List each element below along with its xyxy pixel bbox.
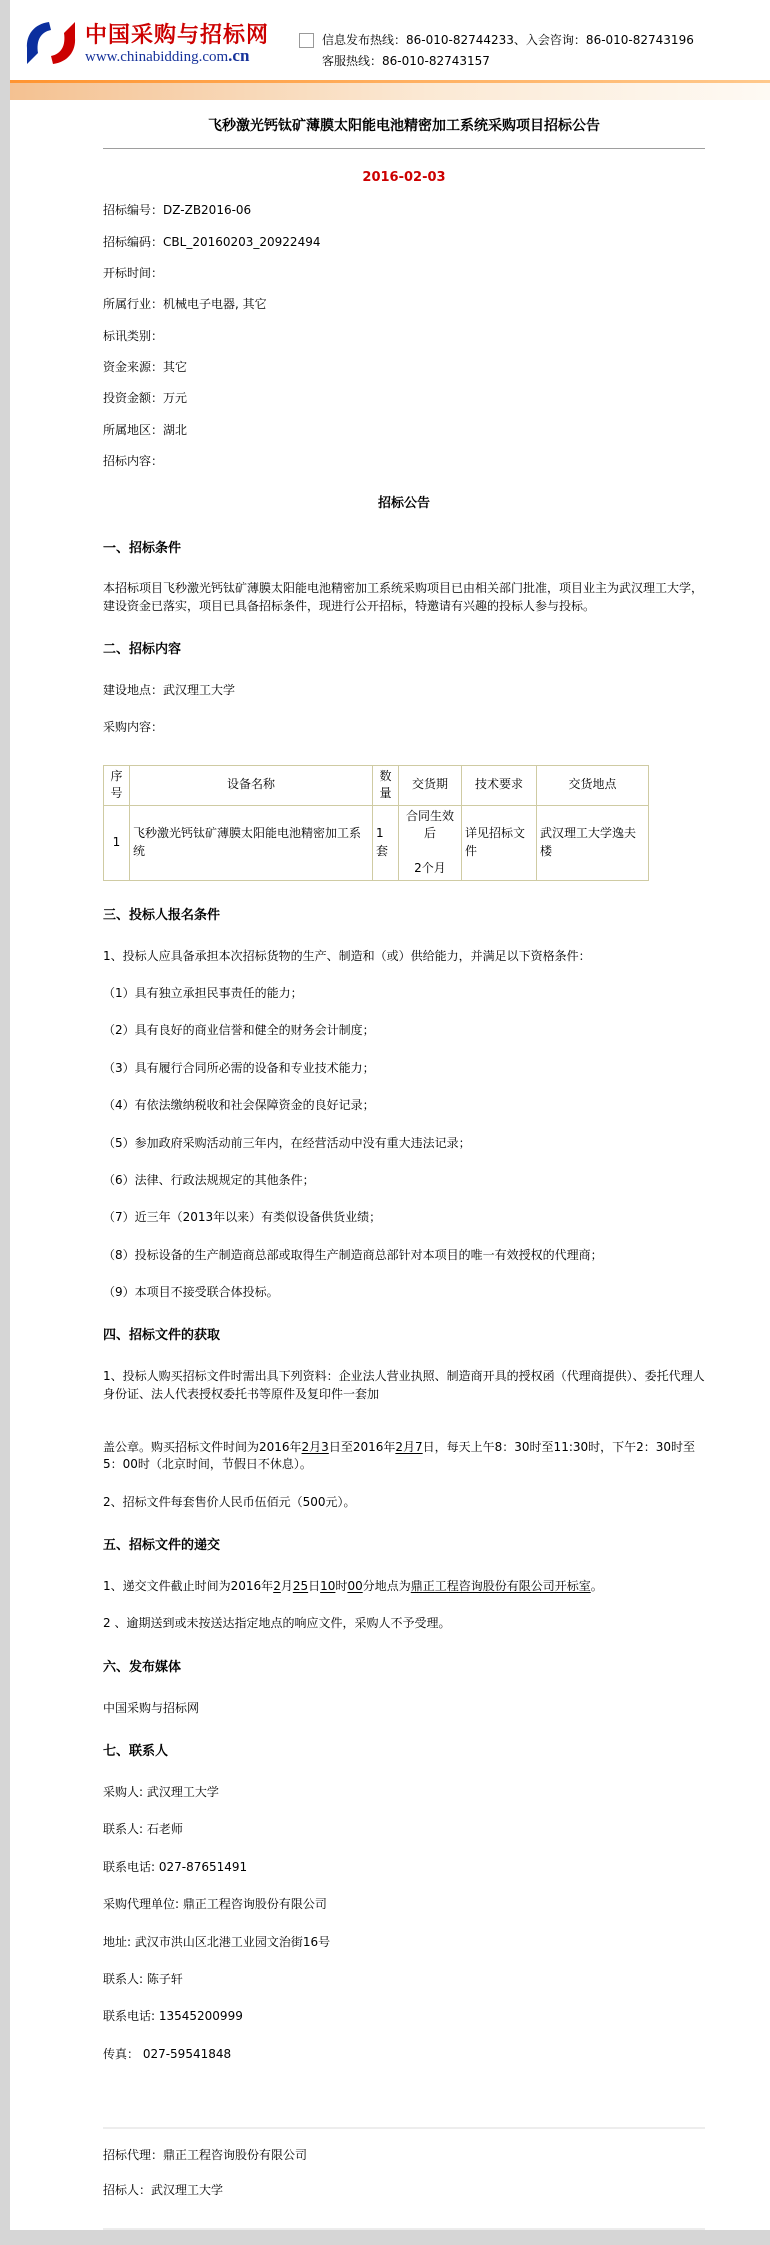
publish-media: 中国采购与招标网 <box>103 1700 200 1715</box>
contact-agency: 采购代理单位: 鼎正工程咨询股份有限公司 <box>103 1897 327 1912</box>
cell-tech: 详见招标文件 <box>462 805 537 880</box>
footer-divider-top <box>103 2127 705 2129</box>
qualification-item-6: （6）法律、行政法规规定的其他条件； <box>103 1172 315 1187</box>
section-3-heading: 三、投标人报名条件 <box>103 907 221 923</box>
meta-field-tender-code: 招标编码：CBL_20160203_20922494 <box>103 234 321 249</box>
meta-field-industry: 所属行业：机械电子电器, 其它 <box>103 297 267 312</box>
announcement-heading: 招标公告 <box>377 495 430 511</box>
table-header-delivery: 交货期 <box>399 765 462 805</box>
footer-tenderee-line: 招标人：武汉理工大学 <box>103 2183 224 2198</box>
qualification-item-2: （2）具有良好的商业信誉和健全的财务会计制度； <box>103 1023 375 1038</box>
table-header-seq: 序号 <box>104 765 130 805</box>
section-5-heading: 五、招标文件的递交 <box>103 1538 221 1554</box>
title-rule <box>103 148 705 149</box>
contact-fax: 传真： 027-59541848 <box>103 2046 232 2061</box>
qualification-item-8: （8）投标设备的生产制造商总部或取得生产制造商总部针对本项目的唯一有效授权的代理商； <box>103 1247 603 1262</box>
qualification-item-1: （1）具有独立承担民事责任的能力； <box>103 985 303 1000</box>
purchase-content-label: 采购内容： <box>103 720 164 735</box>
meta-field-content: 招标内容： <box>103 454 164 469</box>
section-4-paragraph-3: 2、招标文件每套售价人民币伍佰元（500元）。 <box>103 1494 356 1509</box>
section-3-intro: 1、投标人应具备承担本次招标货物的生产、制造和（或）供给能力，并满足以下资格条件： <box>103 948 591 963</box>
contact-phone-1: 联系电话: 027-87651491 <box>103 1859 248 1874</box>
section-7-heading: 七、联系人 <box>103 1744 169 1760</box>
accent-gradient-band <box>10 83 770 100</box>
section-4-paragraph-1: 1、投标人购买招标文件时需出具下列资料：企业法人营业执照、制造商开具的授权函（代理商提供）、委托代理人身份证、法人代表授权委托书等原件及复印件一套加 <box>103 1369 705 1401</box>
logo-title: 中国采购与招标网 <box>85 23 270 49</box>
logo-swirl-icon <box>24 20 78 70</box>
contact-address: 地址: 武汉市洪山区北港工业园文治街16号 <box>103 1934 331 1949</box>
hotline-line-2: 客服热线：86-010-82743157 <box>322 54 490 68</box>
footer-agent-line: 招标代理：鼎正工程咨询股份有限公司 <box>103 2148 308 2163</box>
contact-purchaser: 采购人: 武汉理工大学 <box>103 1784 219 1799</box>
hotline-block <box>299 30 694 72</box>
cell-delivery: 合同生效后 2个月 <box>399 805 462 880</box>
logo-url: www.chinabidding.com.cn <box>85 46 250 66</box>
cell-seq: 1 <box>104 805 130 880</box>
contact-person-2: 联系人: 陈子轩 <box>103 1971 183 1986</box>
section-6-heading: 六、发布媒体 <box>103 1659 182 1675</box>
table-header-tech: 技术要求 <box>462 765 537 805</box>
qualification-item-3: （3）具有履行合同所必需的设备和专业技术能力； <box>103 1060 375 1075</box>
announcement-document <box>103 116 705 2230</box>
page-title: 飞秒激光钙钛矿薄膜太阳能电池精密加工系统采购项目招标公告 <box>208 118 600 134</box>
section-4-heading: 四、招标文件的获取 <box>103 1328 221 1344</box>
qualification-item-4: （4）有依法缴纳税收和社会保障资金的良好记录； <box>103 1098 375 1113</box>
site-logo[interactable] <box>24 20 269 70</box>
cell-qty: 1套 <box>373 805 399 880</box>
meta-field-tender-no: 招标编号：DZ-ZB2016-06 <box>103 203 252 218</box>
hotline-line-1: 信息发布热线：86-010-82744233、入会咨询：86-010-82743196 <box>322 33 694 47</box>
meta-field-fund-source: 资金来源：其它 <box>103 360 188 375</box>
section-5-paragraph-1: 1、递交文件截止时间为2016年2月25日10时00分地点为鼎正工程咨询股份有限公司开标室。 <box>103 1579 603 1594</box>
meta-field-region: 所属地区：湖北 <box>103 422 188 437</box>
section-4-paragraph-2: 盖公章。购买招标文件时间为2016年2月3日至2016年2月7日，每天上午8：30时至11:30时，下午2：30时至5：00时（北京时间，节假日不休息）。 <box>103 1440 696 1472</box>
header-checkbox[interactable] <box>299 33 314 48</box>
contact-phone-2: 联系电话: 13545200999 <box>103 2009 243 2024</box>
table-header-place: 交货地点 <box>537 765 649 805</box>
qualification-item-7: （7）近三年（2013年以来）有类似设备供货业绩； <box>103 1210 382 1225</box>
construction-location: 建设地点：武汉理工大学 <box>103 682 236 697</box>
publish-date: 2016-02-03 <box>362 170 446 186</box>
section-1-heading: 一、招标条件 <box>103 540 182 556</box>
table-row <box>104 805 649 880</box>
qualification-item-9: （9）本项目不接受联合体投标。 <box>103 1285 279 1300</box>
page <box>10 0 770 2230</box>
bottom-edge <box>0 2230 770 2245</box>
cell-equipment: 飞秒激光钙钛矿薄膜太阳能电池精密加工系统 <box>130 805 373 880</box>
procurement-table <box>103 765 649 881</box>
table-header-row <box>104 765 649 805</box>
table-header-equipment: 设备名称 <box>130 765 373 805</box>
contact-person-1: 联系人: 石老师 <box>103 1822 183 1837</box>
meta-field-open-time: 开标时间： <box>103 265 164 280</box>
meta-field-category: 标讯类别： <box>103 328 164 343</box>
section-2-heading: 二、招标内容 <box>103 642 182 658</box>
table-header-qty: 数量 <box>373 765 399 805</box>
qualification-item-5: （5）参加政府采购活动前三年内，在经营活动中没有重大违法记录； <box>103 1135 471 1150</box>
cell-place: 武汉理工大学逸夫楼 <box>537 805 649 880</box>
footer-block <box>103 2147 705 2200</box>
section-1-paragraph: 本招标项目飞秒激光钙钛矿薄膜太阳能电池精密加工系统采购项目已由相关部门批准，项目业主为武汉理工大学，建设资金已落实，项目已具备招标条件，现进行公开招标，特邀请有兴趣的投标人参与投标。 <box>103 581 704 613</box>
section-5-paragraph-2: 2 、逾期送到或未按送达指定地点的响应文件，采购人不予受理。 <box>103 1616 451 1631</box>
meta-field-investment: 投资金额：万元 <box>103 391 188 406</box>
site-header <box>10 0 770 80</box>
